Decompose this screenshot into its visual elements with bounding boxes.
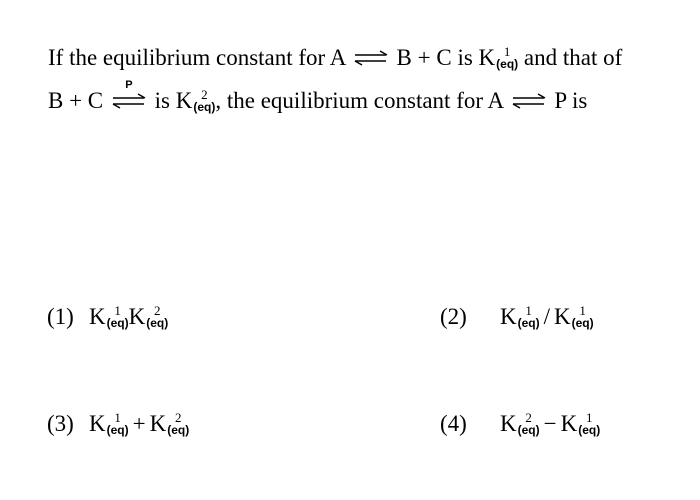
k-superscript: 2	[154, 303, 161, 319]
k-superscript: 2	[525, 410, 532, 426]
products-b-plus-c: B + C	[396, 45, 452, 70]
question-line-1	[48, 46, 622, 72]
k-symbol: K	[149, 411, 167, 436]
k-term-b	[150, 412, 190, 438]
option-number: (3)	[47, 411, 74, 436]
k-symbol: K	[175, 88, 193, 113]
k-superscript: 1	[585, 410, 593, 426]
k-symbol: K	[500, 304, 517, 329]
question-text-suffix: and that of	[523, 45, 623, 70]
k-symbol: K	[478, 45, 496, 70]
option-number: (4)	[440, 411, 467, 436]
k-symbol: K	[560, 411, 578, 436]
option-4[interactable]	[440, 412, 600, 438]
reactant-a: A	[329, 45, 346, 70]
product-p: P	[554, 88, 567, 113]
k-symbol: K	[554, 304, 571, 329]
k-symbol: K	[89, 304, 106, 329]
question-text-suffix: is	[572, 88, 588, 113]
question-line-2	[48, 78, 588, 115]
k-term-a	[500, 305, 540, 331]
operator: /	[543, 304, 551, 329]
k-term-b	[561, 412, 601, 438]
k-superscript: 2	[174, 410, 182, 426]
k-subscript: (eq)	[496, 57, 519, 72]
k-term-a	[500, 412, 540, 438]
reactant-a: A	[487, 88, 503, 113]
k-symbol: K	[500, 411, 517, 436]
is-text: is	[154, 88, 170, 113]
question-text-prefix: If the equilibrium constant for	[48, 45, 330, 70]
k-subscript: (eq)	[193, 100, 216, 115]
equilibrium-arrow-icon	[353, 50, 389, 66]
k-term-a	[89, 305, 129, 331]
k-subscript: (eq)	[167, 423, 190, 438]
question-text-middle: , the equilibrium constant for	[215, 88, 488, 113]
arrow-label-p: P	[125, 78, 133, 91]
reactants-b-plus-c: B + C	[48, 88, 104, 113]
k-subscript: (eq)	[106, 423, 129, 438]
k-symbol: K	[128, 304, 146, 329]
k-term-b	[554, 305, 594, 331]
k-eq-1	[479, 46, 519, 72]
k-subscript: (eq)	[146, 316, 169, 331]
k-subscript: (eq)	[106, 316, 129, 331]
k-superscript: 2	[201, 87, 208, 103]
k-eq-2	[176, 89, 216, 115]
option-2[interactable]	[440, 305, 594, 331]
option-1[interactable]	[47, 305, 168, 331]
k-subscript: (eq)	[517, 316, 540, 331]
equilibrium-arrow-icon	[511, 93, 547, 109]
option-3[interactable]	[47, 412, 189, 438]
operator: +	[132, 411, 146, 436]
k-superscript: 1	[579, 303, 586, 319]
k-term-a	[89, 412, 129, 438]
k-term-b	[129, 305, 169, 331]
k-superscript: 1	[503, 44, 511, 60]
option-number: (1)	[47, 304, 74, 329]
k-subscript: (eq)	[517, 423, 540, 438]
operator: −	[543, 411, 557, 436]
k-superscript: 1	[114, 303, 121, 319]
k-subscript: (eq)	[578, 423, 601, 438]
equilibrium-arrow-icon	[111, 78, 147, 109]
k-superscript: 1	[525, 303, 532, 319]
k-symbol: K	[89, 411, 106, 436]
k-superscript: 1	[114, 410, 121, 426]
option-number: (2)	[440, 304, 467, 329]
k-subscript: (eq)	[571, 316, 594, 331]
is-text: is	[457, 45, 473, 70]
